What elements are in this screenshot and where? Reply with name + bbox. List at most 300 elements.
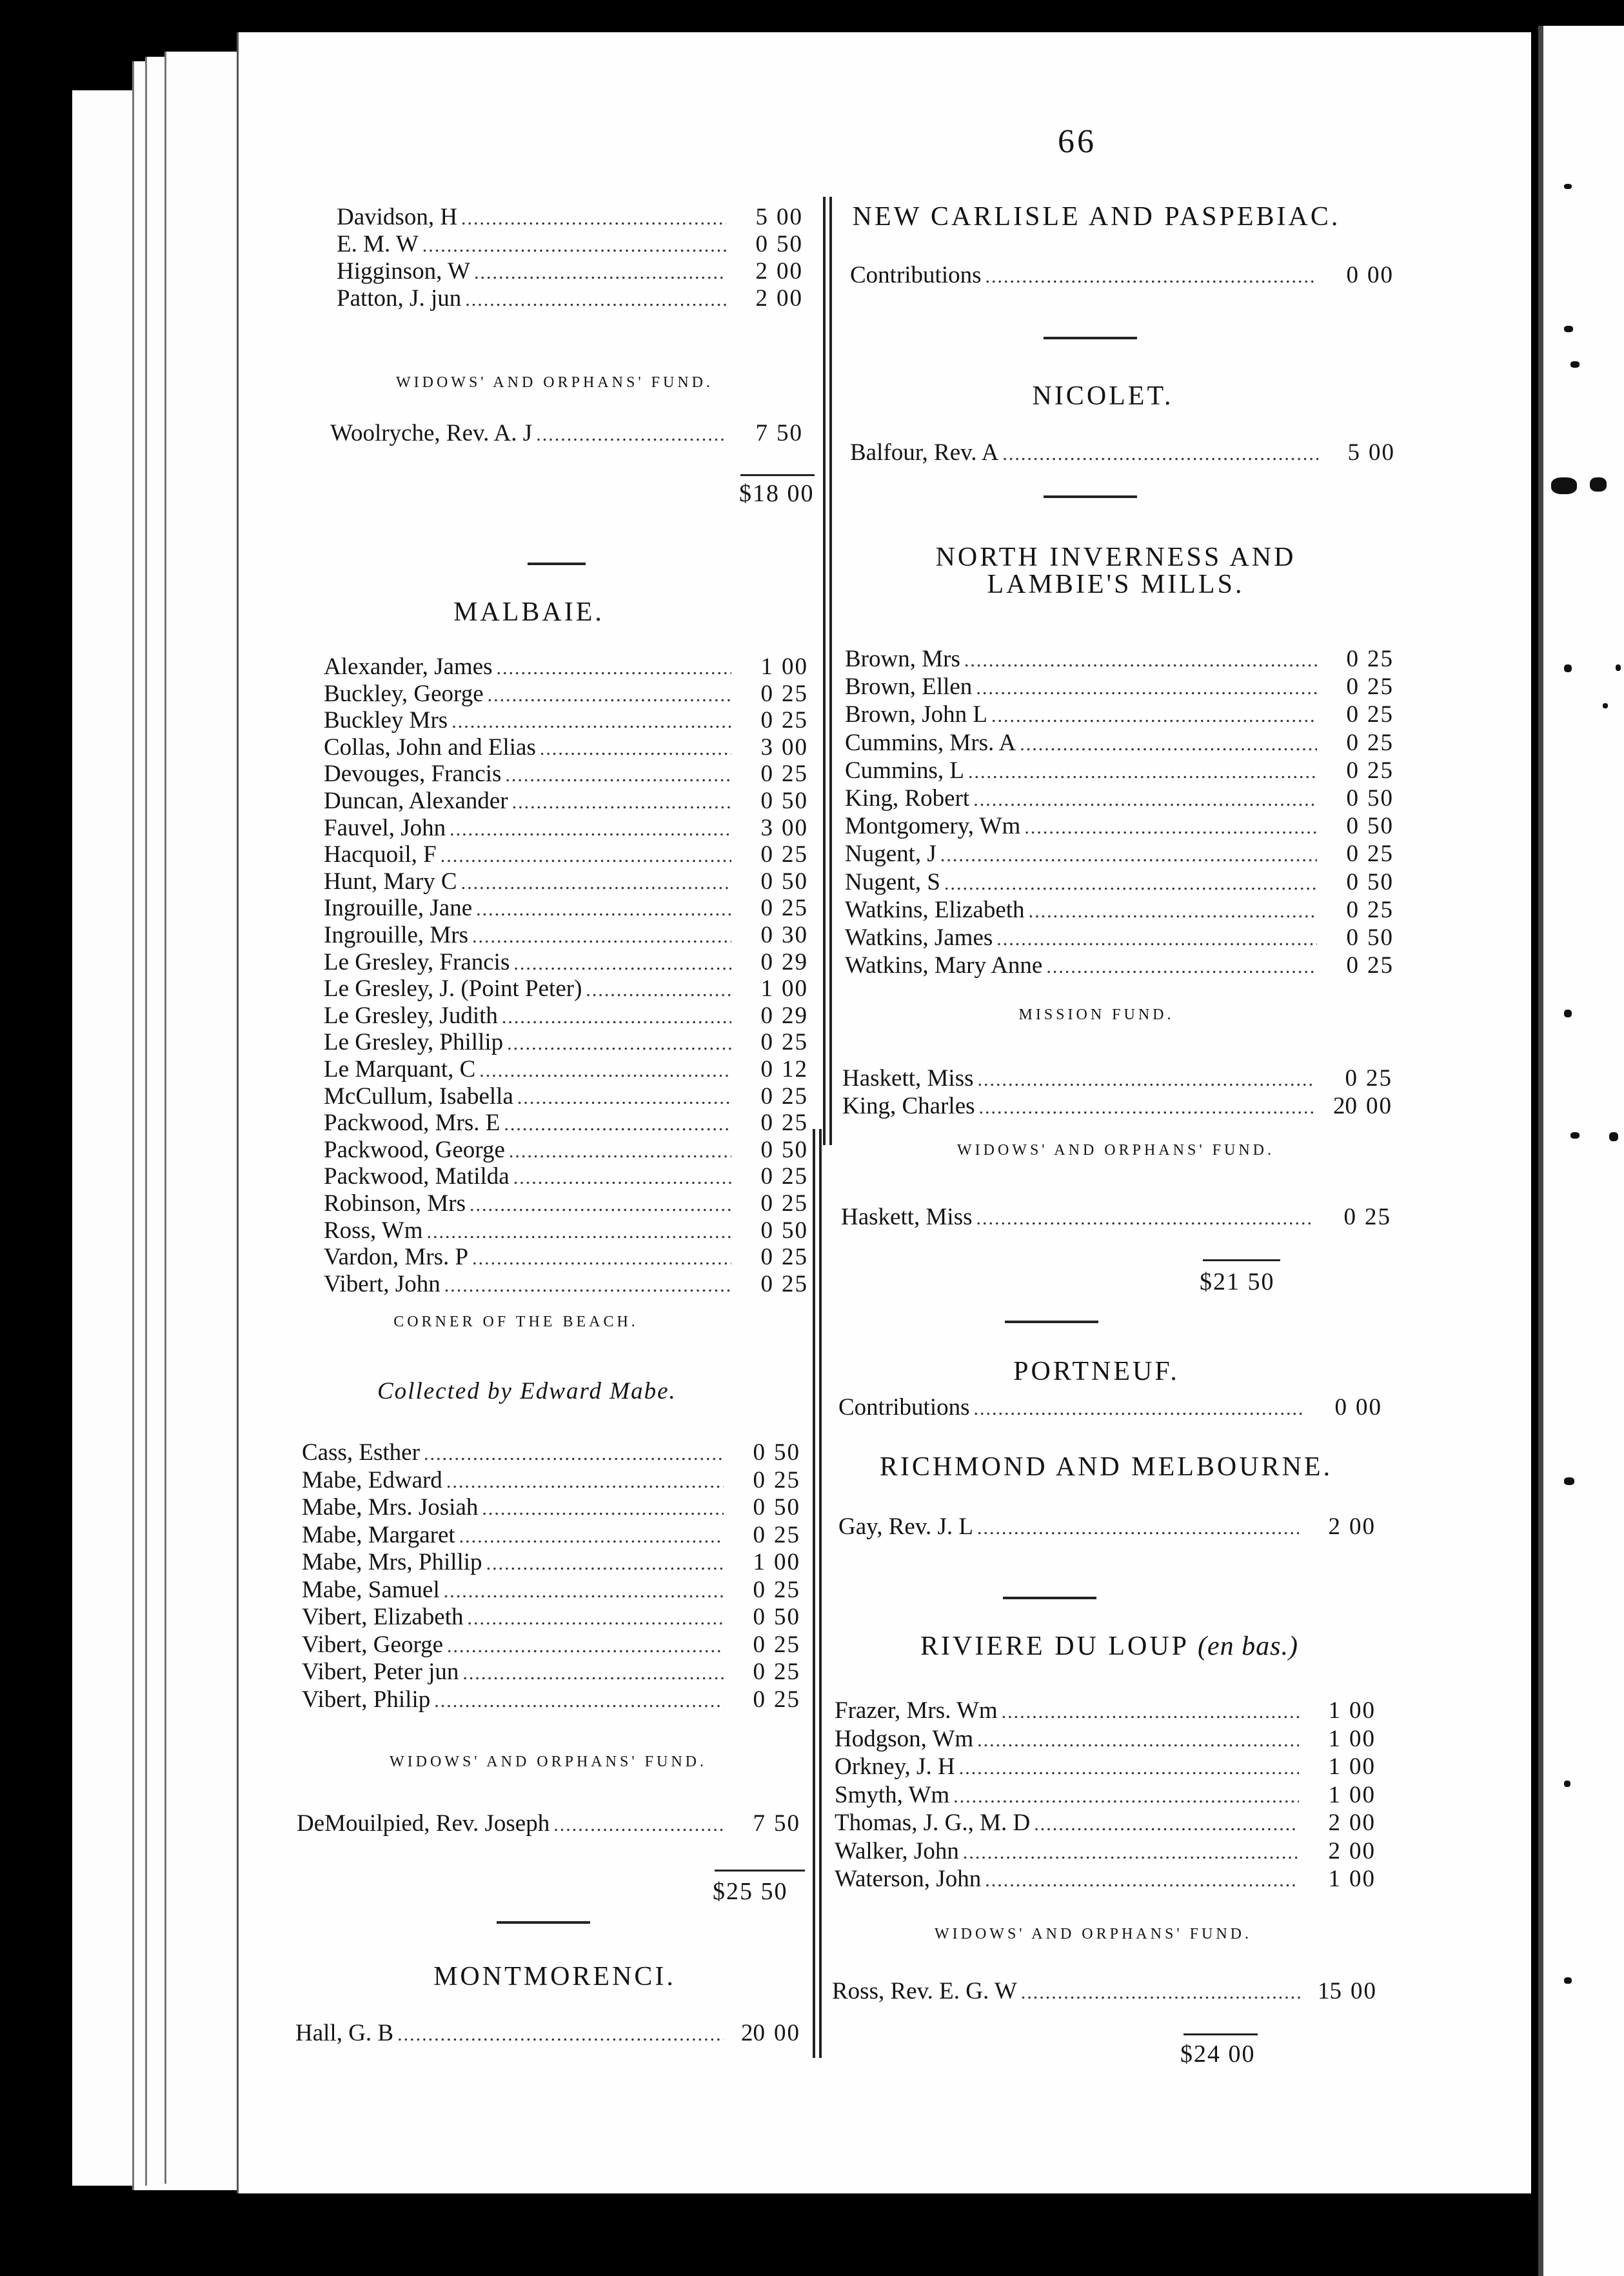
entry-amount [730,230,814,258]
entry-row [845,896,1405,924]
ink-speck [1590,477,1607,492]
entry-name: Buckley Mrs [324,707,448,734]
leader-dots [488,684,731,706]
leader-dots [470,1194,731,1216]
entry-amount [735,1243,819,1271]
entry-amount [735,1028,819,1056]
entry-row [845,868,1405,897]
entry-row [832,1977,1388,2006]
entry-row [835,1837,1387,1866]
leader-dots [1021,1982,1300,2004]
amount-dollars: 1 [1328,1866,1340,1892]
amount-dollars: 2 [755,258,767,284]
entry-amount [1321,757,1405,784]
entry-row [337,284,814,313]
entry-row [842,1092,1403,1121]
amount-cents: 25 [774,1631,800,1658]
entry-name: Patton, J. jun [337,285,462,312]
facing-page-edge [1538,26,1624,2276]
entry-name: Watkins, James [845,924,993,951]
entry-amount [728,1493,811,1521]
amount-cents: 25 [782,895,808,922]
entry-row [302,1493,811,1522]
entry-name: Vardon, Mrs. P [324,1244,469,1271]
entry-row [324,814,819,843]
entry-row [324,1109,819,1137]
entry-row [845,757,1405,785]
entry-row [324,975,819,1003]
amount-dollars: 0 [760,922,773,948]
amount-cents: 25 [782,1083,808,1110]
entry-amount [728,1548,811,1576]
amount-cents: 00 [782,734,808,761]
leader-dots [1002,1701,1299,1723]
entry-name: Cummins, L [845,757,965,784]
fund-heading: WIDOWS' AND ORPHANS' FUND. [395,374,713,391]
amount-cents: 12 [782,1056,808,1083]
ink-speck [1570,1132,1579,1139]
amount-cents: 50 [774,1810,800,1837]
entry-row [845,784,1405,813]
entry-name: Alexander, James [324,654,493,680]
entry-row [835,1697,1387,1725]
leader-dots [509,1141,731,1163]
amount-cents: 25 [1367,952,1394,979]
leader-dots [465,289,726,311]
leader-dots [1029,901,1317,923]
amount-dollars: 0 [760,761,773,788]
entry-row [835,1725,1387,1753]
amount-dollars: 0 [753,1631,765,1658]
entry-amount [1320,1092,1403,1120]
leader-dots [505,764,731,786]
amount-dollars: 7 [755,420,767,446]
amount-dollars: 0 [753,1494,765,1521]
entry-row [302,1631,811,1659]
entry-row [838,1393,1393,1422]
section-total: $18 00 [739,480,815,507]
entry-row [845,952,1405,980]
amount-cents: 00 [782,814,808,841]
leader-dots [441,845,731,867]
amount-dollars: 0 [1346,701,1358,728]
entry-row [302,1686,811,1714]
amount-cents: 50 [774,1494,800,1521]
entry-row [302,1658,811,1686]
entry-name: Orkney, J. H [835,1753,955,1780]
entry-amount [1303,1725,1387,1753]
entry-amount [735,1109,819,1137]
amount-dollars: 0 [1345,1065,1357,1092]
entry-row [324,1028,819,1057]
amount-dollars: 1 [1328,1781,1340,1808]
entry-name: Vibert, George [302,1631,444,1658]
entry-name: King, Robert [845,785,970,812]
entry-name: Duncan, Alexander [324,788,508,814]
leader-dots [977,1517,1299,1539]
amount-cents: 00 [1369,439,1395,466]
section-heading-lambies-mills: LAMBIE'S MILLS. [987,570,1245,599]
entry-row [324,1083,819,1111]
amount-cents: 50 [1367,785,1394,812]
entry-amount [1321,645,1405,673]
ink-speck [1564,1781,1570,1787]
entry-amount [1303,1837,1387,1865]
entry-amount [1321,840,1405,868]
entry-row [324,653,819,681]
entry-name: Ross, Rev. E. G. W [832,1978,1017,2004]
entry-amount [1321,868,1405,896]
amount-cents: 25 [1367,896,1394,923]
entry-amount [735,1217,819,1244]
entry-amount [735,787,819,815]
leader-dots [586,979,731,1001]
entry-amount [1303,1781,1387,1809]
amount-cents: 00 [1349,1725,1376,1752]
sum-rule [1203,1259,1280,1261]
leader-dots [973,789,1317,811]
column-rule [819,1129,822,2058]
amount-cents: 25 [782,761,808,788]
entry-name: Vibert, John [324,1270,441,1297]
amount-dollars: 0 [760,1002,773,1029]
entry-amount [1321,729,1405,757]
amount-dollars: 0 [760,1190,773,1217]
entry-row [835,1865,1387,1893]
section-divider [497,1921,590,1924]
entry-amount [1321,896,1405,924]
amount-dollars: 0 [1346,646,1358,672]
section-heading-nicolet: NICOLET. [1032,381,1174,411]
ink-speck [1616,664,1621,671]
amount-cents: 25 [782,1244,808,1271]
amount-dollars: 0 [760,1163,773,1190]
entry-amount [735,1136,819,1164]
amount-dollars: 0 [760,1083,773,1110]
amount-dollars: 0 [760,707,773,734]
amount-cents: 00 [782,654,808,680]
ink-speck [1564,1010,1572,1017]
entry-amount [728,1658,811,1686]
entry-row [838,1513,1387,1541]
entry-name: King, Charles [842,1093,975,1119]
collected-by: Collected by Edward Mabe. [377,1378,677,1404]
entry-row [845,701,1405,729]
amount-dollars: 20 [741,2020,765,2046]
amount-cents: 29 [782,1002,808,1029]
leader-dots [968,761,1317,783]
entry-amount [1303,1697,1387,1724]
amount-dollars: 1 [753,1549,765,1575]
amount-dollars: 0 [1334,1394,1347,1421]
leader-dots [996,928,1317,950]
amount-dollars: 0 [753,1521,765,1548]
amount-dollars: 15 [1318,1978,1342,2004]
amount-dollars: 2 [1328,1513,1340,1540]
leader-dots [486,1553,724,1575]
entry-amount [728,1631,811,1659]
leader-dots [427,1221,731,1243]
entry-name: Le Gresley, Phillip [324,1029,504,1056]
leader-dots [461,872,731,894]
entry-name: Hodgson, Wm [835,1725,974,1752]
amount-cents: 50 [777,231,803,257]
amount-cents: 00 [1349,1810,1376,1836]
leader-dots [504,1113,731,1135]
entry-amount [735,1083,819,1110]
entry-row [324,841,819,869]
entry-amount [735,653,819,681]
entry-name: Brown, Ellen [845,674,973,701]
amount-cents: 00 [1349,1866,1376,1892]
page-number: 66 [1058,123,1096,160]
section-heading-montmorenci: MONTMORENCI. [433,1962,676,1992]
entry-name: E. M. W [337,231,419,257]
entry-row [845,729,1405,757]
amount-cents: 00 [1349,1513,1376,1540]
amount-cents: 00 [1349,1837,1376,1864]
entry-name: Contributions [850,262,982,288]
entry-amount [735,1270,819,1298]
entry-name: Brown, Mrs [845,646,960,672]
leader-dots [424,1443,724,1465]
entry-amount [735,1163,819,1190]
entry-row [295,2019,811,2048]
entry-amount [730,257,814,285]
entry-name: Mabe, Mrs, Phillip [302,1549,482,1575]
entry-name: Woolryche, Rev. A. J [330,420,533,446]
column-rule [823,197,826,1145]
leader-dots [959,1757,1299,1779]
entry-row [324,1163,819,1191]
entry-name: DeMouilpied, Rev. Joseph [297,1810,550,1837]
entry-amount [728,1466,811,1494]
entry-amount [1321,952,1405,979]
amount-dollars: 0 [1346,924,1358,951]
amount-cents: 00 [1367,262,1394,288]
entry-amount [735,894,819,922]
entry-name: Collas, John and Elias [324,734,536,761]
entry-amount [730,203,814,231]
leader-dots [517,1087,731,1109]
entry-row [324,921,819,950]
entry-amount [735,760,819,788]
amount-dollars: 0 [1346,674,1358,701]
entry-name: Nugent, J [845,841,936,868]
entry-row [324,894,819,923]
leader-dots [444,1581,724,1602]
ledger-page [239,32,1531,2193]
entry-amount [1309,1393,1393,1421]
entry-name: Ingrouille, Mrs [324,922,469,948]
entry-row [330,419,814,448]
entry-row [845,924,1405,952]
amount-dollars: 0 [760,895,773,922]
entry-name: Contributions [838,1394,970,1421]
amount-cents: 25 [782,1110,808,1137]
leader-dots [397,2024,724,2046]
fund-heading: WIDOWS' AND ORPHANS' FUND. [389,1753,707,1770]
amount-cents: 50 [774,1604,800,1630]
amount-cents: 00 [1356,1394,1382,1421]
amount-cents: 25 [774,1521,800,1548]
entry-amount [730,284,814,312]
leader-dots [985,1870,1299,1892]
amount-dollars: 1 [1328,1725,1340,1752]
amount-dollars: 0 [1346,896,1358,923]
amount-dollars: 0 [753,1604,765,1630]
entry-name: Gay, Rev. J. L [838,1513,973,1540]
leader-dots [461,208,726,230]
entry-row [835,1781,1387,1810]
leader-dots [507,1033,731,1055]
leader-dots [451,711,731,733]
amount-cents: 00 [777,204,803,230]
entry-amount [735,814,819,842]
entry-row [845,645,1405,674]
entry-row [324,1002,819,1030]
entry-amount [735,948,819,976]
section-heading-riviere: RIVIERE DU LOUP (en bas.) [920,1632,1298,1661]
amount-dollars: 0 [1346,757,1358,784]
entry-row [302,1548,811,1577]
section-heading-malbaie: MALBAIE. [453,597,604,627]
leader-dots [1002,443,1318,465]
amount-dollars: 0 [760,1217,773,1244]
entry-name: Ross, Wm [324,1217,423,1244]
entry-amount [730,419,814,447]
entry-amount [1318,1203,1402,1231]
amount-cents: 00 [774,1549,800,1575]
fund-heading: WIDOWS' AND ORPHANS' FUND. [934,1926,1252,1942]
leader-dots [976,677,1317,699]
sum-rule [715,1870,805,1872]
entry-name: Watkins, Elizabeth [845,896,1025,923]
leader-dots [472,926,731,948]
entry-name: Mabe, Margaret [302,1521,455,1548]
amount-dollars: 1 [1328,1697,1340,1724]
entry-row [324,1136,819,1164]
amount-dollars: 0 [760,948,773,975]
amount-dollars: 0 [753,1466,765,1493]
amount-cents: 25 [782,1029,808,1056]
entry-amount [1304,1977,1388,2005]
leader-dots [447,1635,724,1657]
leader-dots [513,1167,731,1189]
entry-row [842,1064,1403,1093]
leader-dots [964,650,1317,672]
amount-cents: 50 [782,1136,808,1163]
leader-dots [536,424,726,446]
leader-dots [553,1814,724,1836]
entry-amount [728,1686,811,1713]
amount-cents: 25 [774,1686,800,1713]
leader-dots [1046,956,1317,978]
section-total: $24 00 [1180,2041,1256,2068]
leader-dots [474,262,726,284]
amount-dollars: 0 [760,1110,773,1137]
amount-cents: 25 [782,1190,808,1217]
ink-speck [1564,664,1572,672]
entry-amount [735,868,819,895]
entry-name: McCullum, Isabella [324,1083,513,1110]
amount-cents: 25 [1367,841,1394,868]
amount-cents: 00 [1349,1781,1376,1808]
entry-name: Mabe, Mrs. Josiah [302,1494,479,1521]
entry-amount [1322,439,1406,466]
section-divider [1003,1597,1096,1599]
amount-cents: 30 [782,922,808,948]
leader-dots [977,1730,1299,1752]
amount-cents: 25 [774,1576,800,1603]
amount-dollars: 2 [755,285,767,312]
entry-row [302,1466,811,1495]
entry-amount [1303,1513,1387,1541]
amount-dollars: 5 [755,204,767,230]
amount-cents: 50 [782,788,808,814]
section-heading-new-carlisle: NEW CARLISLE AND PASPEBIAC. [852,202,1341,232]
leader-dots [459,1526,724,1548]
corner-heading: CORNER OF THE BEACH. [393,1313,639,1330]
leader-dots [512,792,731,814]
entry-amount [728,2019,811,2047]
entry-amount [728,1521,811,1549]
amount-dollars: 0 [755,231,767,257]
amount-cents: 25 [1367,729,1394,756]
entry-name: Cass, Esther [302,1439,420,1466]
amount-cents: 50 [1367,924,1394,951]
leader-dots [976,1208,1315,1230]
amount-dollars: 2 [1328,1837,1340,1864]
entry-name: Devouges, Francis [324,761,502,788]
entry-row [302,1576,811,1604]
entry-row [324,868,819,896]
amount-cents: 00 [1349,1697,1376,1724]
amount-cents: 25 [774,1659,800,1685]
entry-row [835,1753,1387,1781]
entry-name: Higginson, W [337,258,470,284]
section-heading-portneuf: PORTNEUF. [1013,1357,1180,1386]
section-divider [1005,1321,1098,1323]
entry-name: Packwood, Mrs. E [324,1110,500,1137]
entry-row [324,706,819,735]
entry-name: Vibert, Elizabeth [302,1604,464,1630]
leader-dots [502,1006,731,1028]
entry-name: Vibert, Peter jun [302,1659,459,1685]
entry-name: Packwood, George [324,1136,505,1163]
amount-cents: 25 [1367,757,1394,784]
entry-row [337,257,814,286]
entry-name: Le Gresley, Francis [324,948,510,975]
entry-row [302,1439,811,1467]
entry-amount [735,921,819,949]
entry-amount [1321,812,1405,840]
leader-dots [476,899,731,921]
entry-name: Waterson, John [835,1866,982,1892]
amount-cents: 25 [782,1270,808,1297]
entry-row [845,840,1405,868]
amount-dollars: 0 [1343,1204,1356,1230]
amount-cents: 25 [1367,701,1394,728]
amount-cents: 00 [1366,1093,1392,1119]
entry-row [850,261,1405,290]
amount-cents: 50 [1367,868,1394,895]
amount-cents: 50 [774,1439,800,1466]
entry-row [324,787,819,815]
amount-dollars: 0 [1346,262,1358,288]
entry-row [324,1190,819,1218]
leader-dots [497,657,731,679]
